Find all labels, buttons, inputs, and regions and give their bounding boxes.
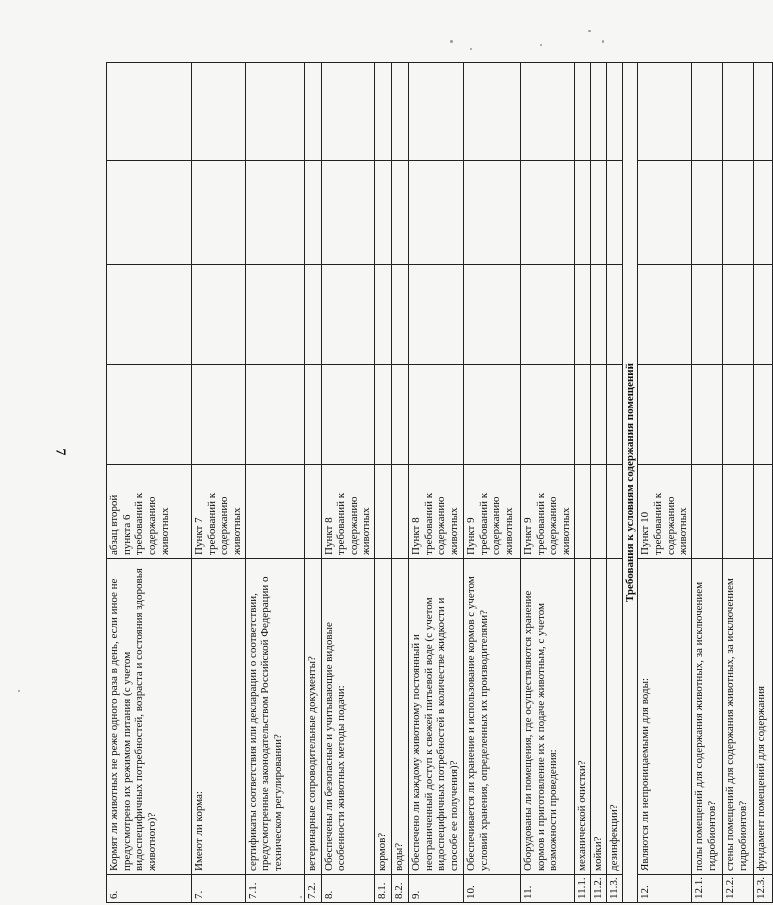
reference-cell (304, 465, 321, 559)
answer-cell (464, 161, 521, 265)
table-row (392, 63, 409, 903)
answer-cell (107, 63, 192, 161)
question-cell: кормов? (375, 559, 392, 875)
question-cell: фундамент помещений для содержания (753, 559, 772, 875)
row-number: 11.1. (574, 875, 590, 903)
answer-cell (245, 265, 304, 365)
reference-cell: Пункт 9 требований к содержанию животных (464, 465, 521, 559)
reference-cell (722, 465, 753, 559)
answer-cell (691, 265, 722, 365)
answer-cell (606, 63, 622, 161)
reference-cell (753, 465, 772, 559)
question-cell: стены помещений для содержания животных, за исключением гидробионтов? (722, 559, 753, 875)
answer-cell (606, 365, 622, 465)
answer-cell (574, 365, 590, 465)
row-number: 7. (192, 875, 246, 903)
answer-cell (753, 365, 772, 465)
row-number: 7.1. (245, 875, 304, 903)
table-row (245, 63, 304, 903)
reference-cell: Пункт 8 требований к содержанию животных (409, 465, 464, 559)
answer-cell (375, 265, 392, 365)
checklist-table (106, 62, 773, 903)
answer-cell (638, 63, 692, 161)
answer-cell (409, 161, 464, 265)
question-cell: Оборудованы ли помещения, где осуществляются хранение кормов и приготовление их к подаче животным, с учетом возможности проведения: (521, 559, 575, 875)
answer-cell (392, 265, 409, 365)
answer-cell (574, 265, 590, 365)
answer-cell (409, 63, 464, 161)
table-row (321, 63, 375, 903)
question-cell: Обеспечивается ли хранение и использование кормов с учетом условий хранения, определенных их производителями? (464, 559, 521, 875)
answer-cell (192, 63, 246, 161)
answer-cell (753, 161, 772, 265)
reference-cell (245, 465, 304, 559)
answer-cell (722, 265, 753, 365)
row-number: 8.2. (392, 875, 409, 903)
answer-cell (375, 63, 392, 161)
answer-cell (521, 365, 575, 465)
scan-speck (540, 44, 542, 46)
question-cell: Кормят ли животных не реже одного раза в день, если иное не предусмотрено их режимом питания (с учетом видоспецифичных потребностей, возраста и состояния здоровья животного)? (107, 559, 192, 875)
table-row (464, 63, 521, 903)
answer-cell (691, 63, 722, 161)
scan-speck (588, 30, 591, 32)
answer-cell (392, 365, 409, 465)
table-row (722, 63, 753, 903)
answer-cell (107, 265, 192, 365)
question-cell: ветеринарные сопроводительные документы? (304, 559, 321, 875)
reference-cell (392, 465, 409, 559)
table-row (375, 63, 392, 903)
answer-cell (638, 265, 692, 365)
question-cell: мойки? (590, 559, 606, 875)
question-cell: Являются ли непроницаемыми для воды: (638, 559, 692, 875)
answer-cell (321, 63, 375, 161)
table-row (304, 63, 321, 903)
reference-cell (375, 465, 392, 559)
table-row (638, 63, 692, 903)
answer-cell (464, 63, 521, 161)
answer-cell (321, 265, 375, 365)
scan-speck (602, 40, 604, 43)
answer-cell (590, 161, 606, 265)
question-cell: Имеют ли корма: (192, 559, 246, 875)
scan-speck (450, 40, 453, 43)
answer-cell (392, 161, 409, 265)
reference-cell (691, 465, 722, 559)
answer-cell (245, 365, 304, 465)
question-cell: Обеспечено ли каждому животному постоянный и неограниченный доступ к свежей питьевой воде (с учетом видоспецифичных потребностей в количестве жидкости и способе ее получения)? (409, 559, 464, 875)
rotated-table-wrapper (106, 63, 767, 903)
scan-speck (470, 48, 472, 50)
answer-cell (375, 365, 392, 465)
answer-cell (304, 265, 321, 365)
reference-cell (590, 465, 606, 559)
table-row (753, 63, 772, 903)
question-cell: сертификаты соответствия или декларации о соответствии, предусмотренные законодательством Российской Федерации о техническом регулировании? (245, 559, 304, 875)
answer-cell (691, 161, 722, 265)
answer-cell (722, 365, 753, 465)
table-row (521, 63, 575, 903)
answer-cell (245, 161, 304, 265)
table-row (691, 63, 722, 903)
answer-cell (606, 265, 622, 365)
section-heading-row (622, 63, 638, 903)
answer-cell (321, 365, 375, 465)
answer-cell (321, 161, 375, 265)
reference-cell (606, 465, 622, 559)
row-number: 10. (464, 875, 521, 903)
table-row (409, 63, 464, 903)
reference-cell: абзац второй пункта 6 требований к содержанию животных (107, 465, 192, 559)
answer-cell (753, 265, 772, 365)
answer-cell (464, 365, 521, 465)
table-row (590, 63, 606, 903)
answer-cell (590, 265, 606, 365)
answer-cell (192, 161, 246, 265)
answer-cell (464, 265, 521, 365)
answer-cell (375, 161, 392, 265)
answer-cell (304, 161, 321, 265)
table-row (574, 63, 590, 903)
reference-cell: Пункт 8 требований к содержанию животных (321, 465, 375, 559)
answer-cell (304, 365, 321, 465)
row-number: 7.2. (304, 875, 321, 903)
answer-cell (606, 161, 622, 265)
question-cell: полы помещений для содержания животных, за исключением гидробионтов? (691, 559, 722, 875)
row-number: 11.3. (606, 875, 622, 903)
row-number: 11.2. (590, 875, 606, 903)
answer-cell (574, 63, 590, 161)
answer-cell (409, 265, 464, 365)
reference-cell: Пункт 10 требований к содержанию животных (638, 465, 692, 559)
row-number: 11. (521, 875, 575, 903)
answer-cell (521, 63, 575, 161)
row-number: 9. (409, 875, 464, 903)
answer-cell (245, 63, 304, 161)
table-row (606, 63, 622, 903)
table-row (107, 63, 192, 903)
question-cell: механической очистки? (574, 559, 590, 875)
row-number: 12.3. (753, 875, 772, 903)
table-row (192, 63, 246, 903)
reference-cell: Пункт 9 требований к содержанию животных (521, 465, 575, 559)
answer-cell (521, 161, 575, 265)
page-number: 7 (52, 448, 68, 456)
answer-cell (722, 161, 753, 265)
answer-cell (192, 265, 246, 365)
answer-cell (521, 265, 575, 365)
row-number: 12. (638, 875, 692, 903)
row-number: 6. (107, 875, 192, 903)
answer-cell (590, 365, 606, 465)
question-cell: дезинфекции? (606, 559, 622, 875)
answer-cell (691, 365, 722, 465)
row-number: 12.1. (691, 875, 722, 903)
answer-cell (753, 63, 772, 161)
answer-cell (304, 63, 321, 161)
reference-cell (574, 465, 590, 559)
answer-cell (638, 365, 692, 465)
answer-cell (409, 365, 464, 465)
scan-speck (18, 690, 20, 692)
answer-cell (590, 63, 606, 161)
answer-cell (722, 63, 753, 161)
question-cell: воды? (392, 559, 409, 875)
answer-cell (574, 161, 590, 265)
row-number: 8. (321, 875, 375, 903)
reference-cell: Пункт 7 требований к содержанию животных (192, 465, 246, 559)
answer-cell (107, 365, 192, 465)
row-number: 8.1. (375, 875, 392, 903)
row-number: 12.2. (722, 875, 753, 903)
answer-cell (192, 365, 246, 465)
question-cell: Обеспечены ли безопасные и учитывающие видовые особенности животных методы подачи: (321, 559, 375, 875)
answer-cell (392, 63, 409, 161)
section-heading: Требования к условиям содержания помещений (622, 63, 638, 903)
answer-cell (638, 161, 692, 265)
answer-cell (107, 161, 192, 265)
